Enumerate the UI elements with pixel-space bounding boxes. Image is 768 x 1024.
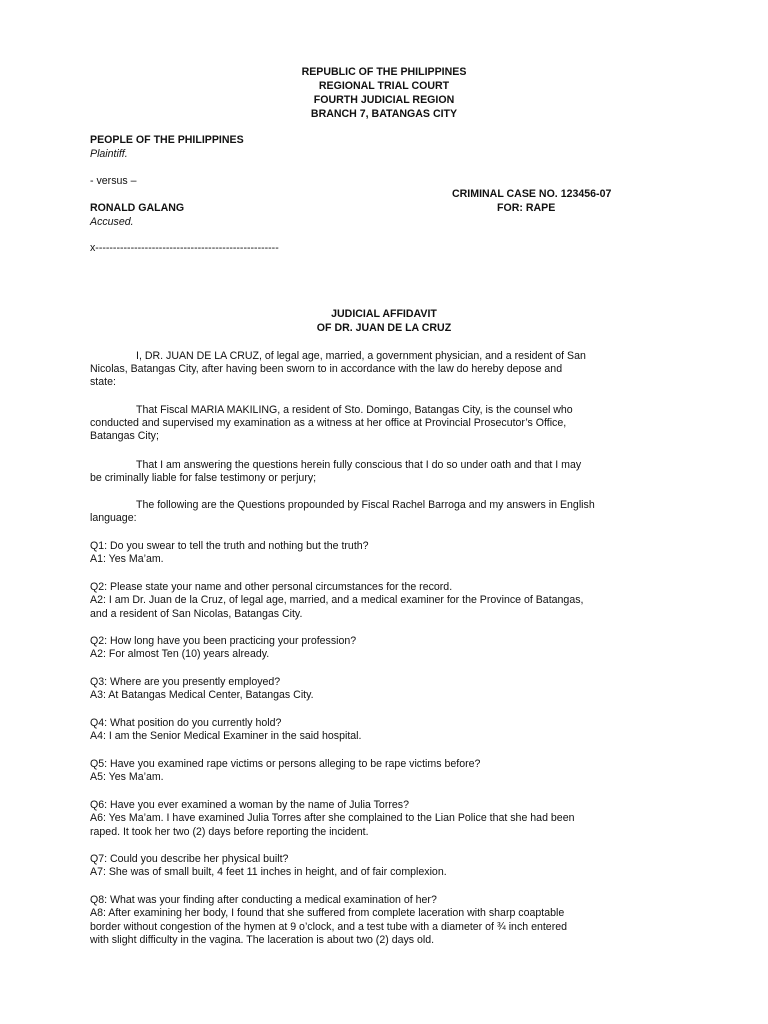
question-text: Q3: Where are you presently employed? [90, 676, 281, 688]
intro-p4-line2: language: [90, 512, 137, 524]
qa-item-4 [90, 676, 682, 703]
header-court: REGIONAL TRIAL COURT [318, 80, 450, 92]
answer-text: A5: Yes Ma’am. [90, 771, 164, 784]
case-number: CRIMINAL CASE NO. 123456-07 [452, 188, 612, 200]
intro-p2-line3: Batangas City; [90, 430, 159, 442]
question-text: Q6: Have you ever examined a woman by the name of Julia Torres? [90, 799, 409, 811]
question-text: Q5: Have you examined rape victims or persons alleging to be rape victims before? [90, 758, 481, 770]
answer-text: A6: Yes Ma’am. I have examined Julia Torres after she complained to the Lian Police that she had been [90, 812, 575, 825]
header-region: FOURTH JUDICIAL REGION [313, 94, 455, 106]
qa-item-2 [90, 581, 682, 621]
caption-separator: x---------------------------------------------------- [90, 242, 279, 254]
accused-role: Accused. [90, 216, 134, 228]
question-text: Q2: Please state your name and other personal circumstances for the record. [90, 581, 453, 593]
header-republic: REPUBLIC OF THE PHILIPPINES [301, 66, 467, 78]
affidavit-subtitle: OF DR. JUAN DE LA CRUZ [316, 322, 452, 334]
intro-p1-line1: I, DR. JUAN DE LA CRUZ, of legal age, married, a government physician, and a resident of San [136, 350, 586, 362]
charge-label: FOR: RAPE [497, 202, 556, 214]
intro-p2-line2: conducted and supervised my examination as a witness at her office at Provincial Prosecutor’s Office, [90, 417, 567, 429]
answer-text-cont: raped. It took her two (2) days before reporting the incident. [90, 825, 369, 838]
answer-text: A2: For almost Ten (10) years already. [90, 648, 270, 661]
answer-text-cont: border without congestion of the hymen at 9 o’clock, and a test tube with a diameter of ¾ inch entered [90, 920, 568, 933]
intro-p3-line2: be criminally liable for false testimony or perjury; [90, 472, 317, 484]
answer-text: A1: Yes Ma’am. [90, 553, 164, 566]
qa-item-9 [90, 894, 682, 948]
header-branch: BRANCH 7, BATANGAS CITY [310, 108, 458, 120]
intro-p2-line1: That Fiscal MARIA MAKILING, a resident of Sto. Domingo, Batangas City, is the counsel who [136, 404, 573, 416]
qa-item-8 [90, 853, 682, 880]
answer-text-cont: with slight difficulty in the vagina. The laceration is about two (2) days old. [90, 934, 435, 947]
qa-item-7 [90, 799, 682, 839]
plaintiff-name: PEOPLE OF THE PHILIPPINES [90, 134, 244, 146]
question-text: Q7: Could you describe her physical built? [90, 853, 289, 865]
qa-item-5 [90, 717, 682, 744]
question-text: Q2: How long have you been practicing your profession? [90, 635, 357, 647]
affidavit-title: JUDICIAL AFFIDAVIT [331, 308, 437, 320]
plaintiff-role: Plaintiff. [90, 148, 128, 160]
answer-text: A2: I am Dr. Juan de la Cruz, of legal age, married, and a medical examiner for the Province of Batangas, [90, 594, 584, 607]
answer-text: A7: She was of small built, 4 feet 11 inches in height, and of fair complexion. [90, 866, 447, 879]
qa-item-1 [90, 540, 682, 567]
answer-text: A8: After examining her body, I found that she suffered from complete laceration with sharp coaptable [90, 907, 565, 920]
versus-label: - versus – [90, 175, 137, 187]
intro-p1-line2: Nicolas, Batangas City, after having been sworn to in accordance with the law do hereby depose and [90, 363, 563, 375]
intro-p3-line1: That I am answering the questions herein fully conscious that I do so under oath and that I may [136, 459, 582, 471]
intro-p1-line3: state: [90, 376, 116, 388]
intro-p4-line1: The following are the Questions propounded by Fiscal Rachel Barroga and my answers in English [136, 499, 595, 511]
answer-text-cont: and a resident of San Nicolas, Batangas City. [90, 607, 303, 620]
question-text: Q8: What was your finding after conducting a medical examination of her? [90, 894, 437, 906]
qa-item-3 [90, 635, 682, 662]
answer-text: A3: At Batangas Medical Center, Batangas City. [90, 689, 314, 702]
question-text: Q1: Do you swear to tell the truth and nothing but the truth? [90, 540, 369, 552]
accused-name: RONALD GALANG [90, 202, 185, 214]
answer-text: A4: I am the Senior Medical Examiner in the said hospital. [90, 730, 362, 743]
question-text: Q4: What position do you currently hold? [90, 717, 282, 729]
qa-item-6 [90, 758, 682, 785]
